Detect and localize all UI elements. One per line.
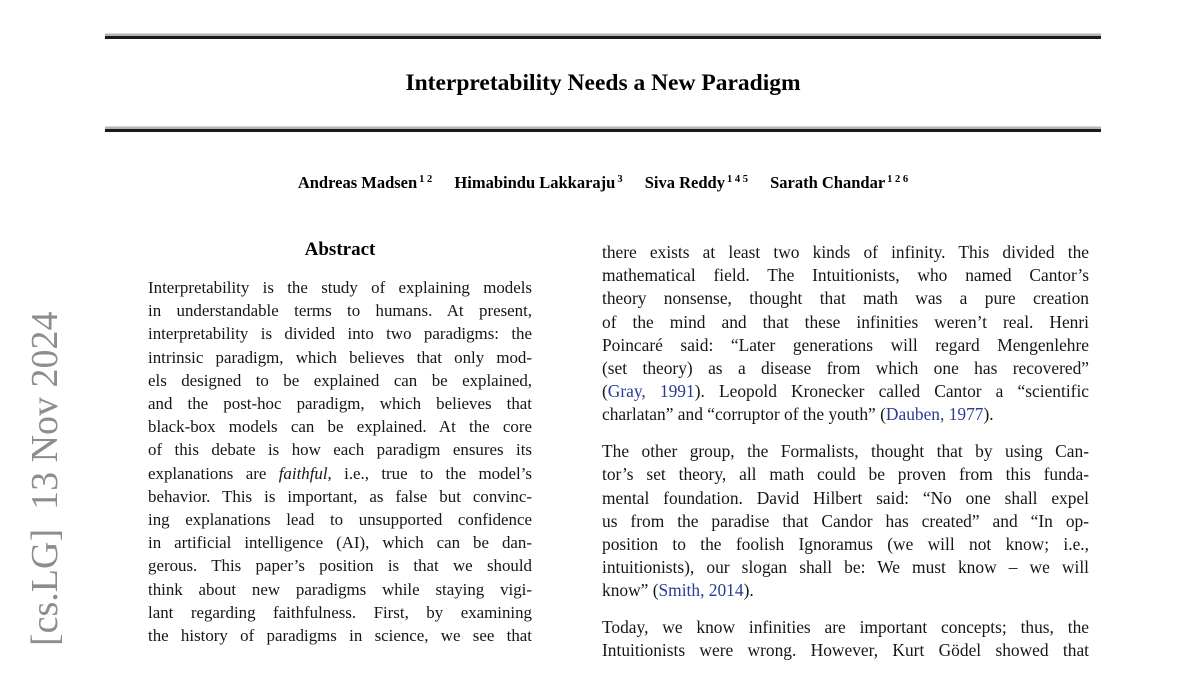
- text-run: in artificial intelligence (AI), which can be dan-: [148, 533, 532, 553]
- text-run: tor’s set theory, all math could be proven from this funda-: [602, 464, 1089, 485]
- paragraph: [602, 241, 1089, 427]
- text-run: interpretability is divided into two paradigms: the: [148, 324, 532, 344]
- text-run: position to the foolish Ignoramus (we will not know; i.e.,: [602, 533, 1089, 554]
- text-run: of the mind and that these infinities weren’t real. Henri: [602, 311, 1089, 332]
- text-line: [602, 463, 1089, 486]
- text-line: [148, 508, 532, 531]
- text-line: [602, 579, 1089, 602]
- citation-link[interactable]: Dauben, 1977: [885, 404, 984, 425]
- text-run: black-box models can be explained. At the core: [148, 417, 532, 437]
- text-line: [602, 380, 1089, 403]
- text-line: [148, 601, 532, 624]
- text-run: the history of paradigms in science, we see that: [148, 626, 532, 646]
- text-line: [148, 276, 532, 299]
- text-run: in understandable terms to humans. At present,: [148, 301, 532, 321]
- text-line: [602, 510, 1089, 533]
- text-run: ). Leopold Kronecker called Cantor a “scientific: [694, 381, 1089, 402]
- text-line: [602, 440, 1089, 463]
- text-run: and the post-hoc paradigm, which believes that: [148, 394, 532, 414]
- author-name: Himabindu Lakkaraju: [454, 173, 616, 192]
- text-line: [602, 533, 1089, 556]
- text-line: [148, 346, 532, 369]
- arxiv-stamp: [cs.LG] 13 Nov 2024: [24, 311, 66, 646]
- text-run: charlatan” and “corruptor of the youth” (: [602, 404, 886, 425]
- text-run: (set theory) as a disease from which one has recovered”: [602, 358, 1089, 379]
- text-run: behavior. This is important, as false but convinc-: [148, 486, 532, 506]
- paper-title: Interpretability Needs a New Paradigm: [405, 70, 801, 96]
- text-run: there exists at least two kinds of infinity. This divided the: [602, 242, 1089, 262]
- text-run: Poincaré said: “Later generations will regard Mengenlehre: [602, 334, 1089, 355]
- text-run: think about new paradigms while staying vigi-: [148, 579, 532, 599]
- author: [454, 173, 622, 192]
- text-run: theory nonsense, thought that math was a pure creation: [602, 288, 1089, 309]
- citation-link[interactable]: Gray, 1991: [607, 381, 695, 402]
- text-run: know” (: [602, 580, 659, 601]
- text-line: [148, 322, 532, 345]
- author-line: [105, 173, 1101, 193]
- text-line: [602, 556, 1089, 579]
- right-column: [602, 241, 1089, 676]
- text-line: [602, 287, 1089, 310]
- text-run: intrinsic paradigm, which believes that only mod-: [148, 347, 532, 367]
- text-run: intuitionists), our slogan shall be: We must know – we will: [602, 557, 1089, 578]
- text-run: explanations are: [148, 463, 279, 483]
- text-line: [148, 299, 532, 322]
- text-line: [602, 241, 1089, 264]
- text-line: [148, 415, 532, 438]
- text-run: mental foundation. David Hilbert said: “No one shall expel: [602, 487, 1089, 508]
- text-line: [148, 462, 532, 485]
- text-line: [148, 624, 532, 647]
- text-line: [602, 264, 1089, 287]
- left-column: [105, 239, 575, 647]
- text-run: (: [602, 381, 608, 402]
- text-line: [602, 616, 1089, 639]
- author-affiliations: 1 2 6: [887, 173, 909, 185]
- text-run: faithful: [278, 463, 328, 483]
- text-line: [602, 639, 1089, 662]
- title-rule-bottom: [105, 129, 1101, 132]
- text-run: gerous. This paper’s position is that we should: [148, 556, 532, 576]
- text-line: [148, 392, 532, 415]
- author: [645, 173, 748, 192]
- text-run: ing explanations lead to unsupported confidence: [148, 510, 532, 530]
- text-run: Interpretability is the study of explaining models: [148, 278, 532, 297]
- paragraph: [602, 440, 1089, 602]
- abstract-heading: Abstract: [304, 239, 376, 260]
- text-run: mathematical field. The Intuitionists, who named Cantor’s: [602, 265, 1089, 286]
- author-name: Sarath Chandar: [770, 173, 886, 192]
- text-run: Today, we know infinities are important concepts; thus, the: [602, 617, 1089, 638]
- citation-link[interactable]: Smith, 2014: [658, 580, 744, 601]
- text-line: [602, 403, 1089, 426]
- text-run: us from the paradise that Candor has created” and “In op-: [602, 510, 1089, 531]
- text-run: ).: [983, 404, 994, 425]
- author-name: Andreas Madsen: [297, 173, 418, 192]
- author-affiliations: 3: [617, 173, 623, 185]
- title-rule-top: [105, 36, 1101, 39]
- text-line: [148, 554, 532, 577]
- text-run: , i.e., true to the model’s: [327, 463, 532, 483]
- author-affiliations: 1 4 5: [726, 173, 748, 185]
- text-line: [148, 531, 532, 554]
- text-line: [602, 487, 1089, 510]
- author-name: Siva Reddy: [644, 173, 725, 192]
- text-line: [148, 438, 532, 461]
- author-affiliations: 1 2: [419, 173, 433, 185]
- text-run: lant regarding faithfulness. First, by examining: [148, 602, 532, 622]
- author: [298, 173, 432, 192]
- text-run: The other group, the Formalists, thought that by using Can-: [602, 441, 1089, 462]
- text-line: [602, 311, 1089, 334]
- text-run: Intuitionists were wrong. However, Kurt Gödel showed that: [602, 640, 1089, 661]
- text-line: [602, 334, 1089, 357]
- text-run: els designed to be explained can be explained,: [148, 370, 532, 390]
- text-run: ).: [743, 580, 754, 601]
- text-line: [148, 485, 532, 508]
- abstract-body: [148, 276, 532, 647]
- text-run: of this debate is how each paradigm ensures its: [148, 440, 532, 460]
- author: [770, 173, 908, 192]
- text-line: [148, 578, 532, 601]
- text-line: [602, 357, 1089, 380]
- text-line: [148, 369, 532, 392]
- paragraph: [602, 616, 1089, 662]
